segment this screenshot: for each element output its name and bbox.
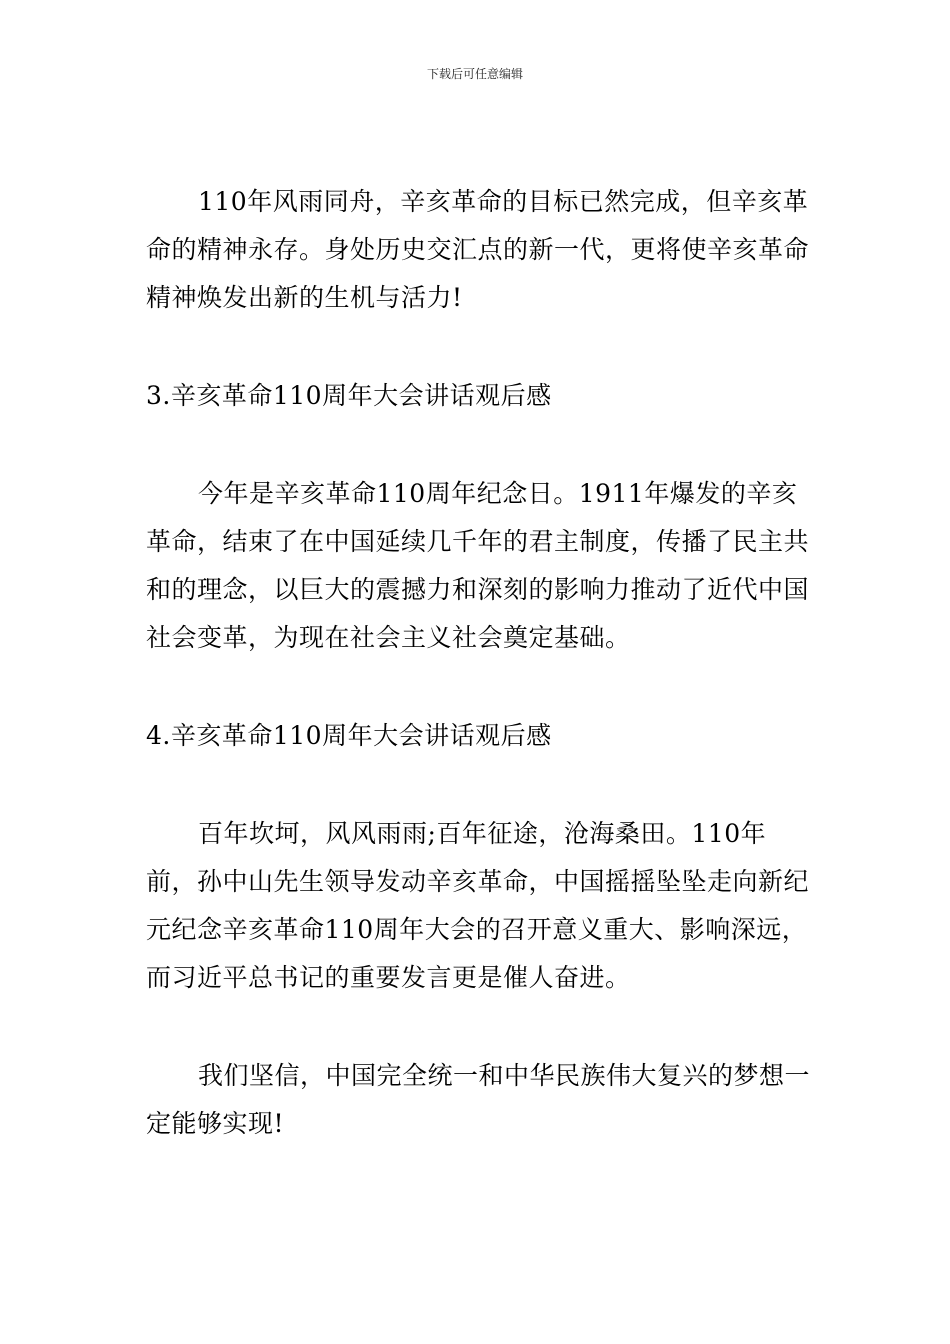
paragraph-gap [146, 420, 812, 470]
section-heading-3: 3.辛亥革命110周年大会讲话观后感 [146, 381, 552, 410]
paragraph-gap [146, 1002, 812, 1052]
page-header: 下载后可任意编辑 [426, 67, 523, 81]
paragraph-1: 110年风雨同舟，辛亥革命的目标已然完成，但辛亥革命的精神永存。身处历史交汇点的新一代，更将使辛亥革命精神焕发出新的生机与活力! [146, 187, 810, 312]
paragraph-3: 百年坎坷，风风雨雨;百年征途，沧海桑田。110年前，孙中山先生领导发动辛亥革命，中国摇摇坠坠走向新纪元纪念辛亥革命110周年大会的召开意义重大、影响深远，而习近平总书记的重要发言更是催人奋进。 [146, 819, 810, 992]
paragraph-gap [146, 662, 812, 712]
section-heading-4: 4.辛亥革命110周年大会讲话观后感 [146, 721, 552, 750]
paragraph-2: 今年是辛亥革命110周年纪念日。1911年爆发的辛亥革命，结束了在中国延续几千年的君主制度，传播了民主共和的理念，以巨大的震撼力和深刻的影响力推动了近代中国社会变革，为现在社会主义社会奠定基础。 [146, 479, 810, 652]
paragraph-gap [146, 760, 812, 810]
document-body [146, 178, 812, 1148]
paragraph-4: 我们坚信，中国完全统一和中华民族伟大复兴的梦想一定能够实现! [146, 1061, 811, 1138]
paragraph-gap [146, 322, 812, 372]
